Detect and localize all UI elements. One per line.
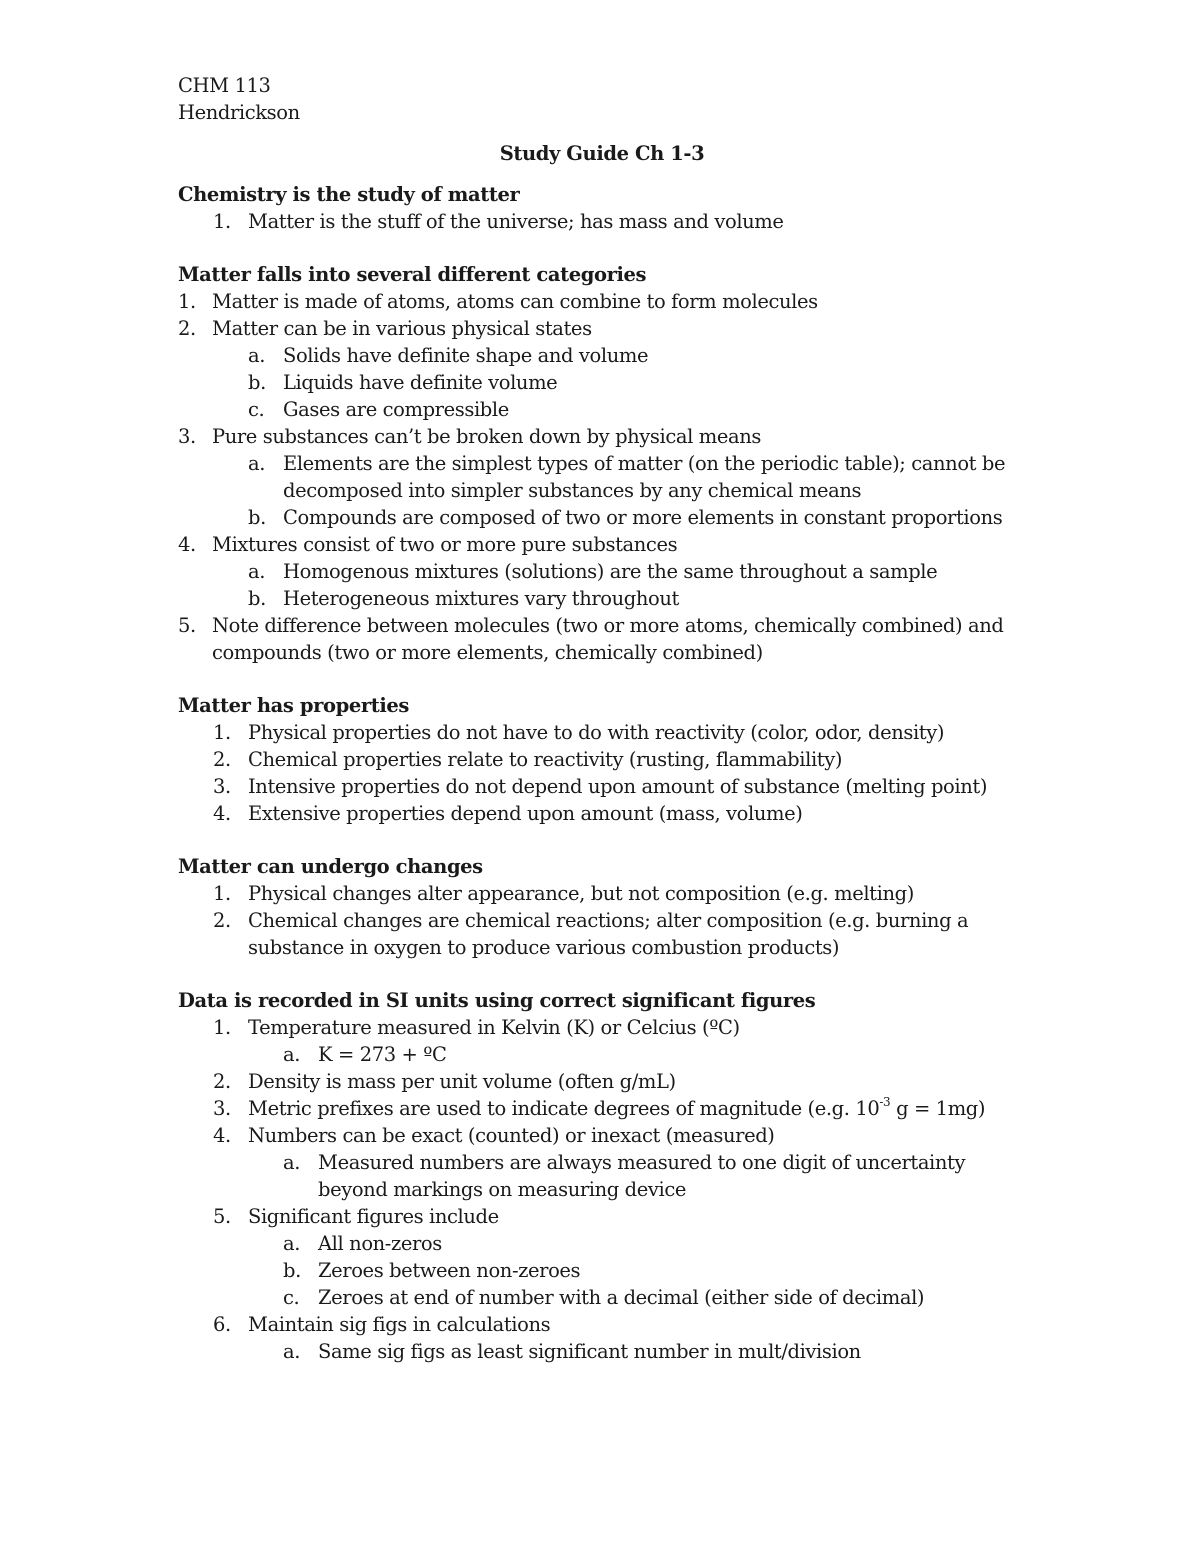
list-number: 4. (213, 1124, 231, 1147)
sub-list-letter: a. (283, 1043, 301, 1066)
sub-list-item-continuation (178, 1176, 1038, 1203)
list-number: 1. (213, 210, 231, 233)
list-number: 2. (213, 748, 231, 771)
list-item-continuation (178, 639, 1038, 666)
sub-list-item (178, 504, 1038, 531)
list-text: Note difference between molecules (two or more atoms, chemically combined) and (212, 614, 1004, 637)
list-item (178, 1122, 1038, 1149)
sub-list-item (178, 1149, 1038, 1176)
sub-list-text: Zeroes between non-zeroes (318, 1259, 581, 1282)
exponent: -3 (879, 1094, 891, 1109)
sub-list-text: Homogenous mixtures (solutions) are the same throughout a sample (283, 560, 938, 583)
list-number: 5. (213, 1205, 231, 1228)
list-item (178, 1203, 1038, 1230)
list-text: Physical properties do not have to do with reactivity (color, odor, density) (248, 721, 945, 744)
sub-list-text: Elements are the simplest types of matter (on the periodic table); cannot be (283, 452, 1006, 475)
section-heading-changes: Matter can undergo changes (178, 855, 483, 878)
list-text: Mixtures consist of two or more pure substances (212, 533, 678, 556)
list-text: Extensive properties depend upon amount (mass, volume) (248, 802, 803, 825)
sub-list-letter: b. (248, 587, 266, 610)
list-number: 2. (213, 1070, 231, 1093)
list-text (248, 1095, 985, 1122)
sub-list-text: All non-zeros (318, 1232, 442, 1255)
list-number: 3. (178, 425, 196, 448)
list-item (178, 423, 1038, 450)
list-item (178, 1311, 1038, 1338)
list-text: compounds (two or more elements, chemically combined) (212, 641, 763, 664)
sub-list-text: Measured numbers are always measured to one digit of uncertainty (318, 1151, 966, 1174)
sub-list-item (178, 558, 1038, 585)
list-item (178, 773, 1038, 800)
sub-list-text: Heterogeneous mixtures vary throughout (283, 587, 679, 610)
sub-list-item-continuation (178, 477, 1038, 504)
section-heading-chemistry: Chemistry is the study of matter (178, 183, 520, 206)
list-text: Matter is the stuff of the universe; has mass and volume (248, 210, 784, 233)
list-number: 3. (213, 775, 231, 798)
sub-list-item (178, 450, 1038, 477)
list-text: Chemical properties relate to reactivity (rusting, flammability) (248, 748, 843, 771)
list-text: Chemical changes are chemical reactions; alter composition (e.g. burning a (248, 909, 969, 932)
sub-list-text: Compounds are composed of two or more elements in constant proportions (283, 506, 1003, 529)
sub-list-letter: b. (248, 371, 266, 394)
list-item (178, 208, 1038, 235)
sub-list-text: Liquids have definite volume (283, 371, 558, 394)
sub-list-letter: a. (283, 1232, 301, 1255)
list-item (178, 612, 1038, 639)
list-number: 2. (213, 909, 231, 932)
list-text: Matter is made of atoms, atoms can combine to form molecules (212, 290, 818, 313)
list-text: Physical changes alter appearance, but not composition (e.g. melting) (248, 882, 914, 905)
list-number: 1. (178, 290, 196, 313)
list-text: Significant figures include (248, 1205, 499, 1228)
list-text: Density is mass per unit volume (often g/mL) (248, 1070, 676, 1093)
sub-list-text: Zeroes at end of number with a decimal (either side of decimal) (318, 1286, 925, 1309)
list-text: Maintain sig figs in calculations (248, 1313, 551, 1336)
list-item (178, 800, 1038, 827)
list-item-continuation (178, 934, 1038, 961)
list-item (178, 1095, 1038, 1122)
sub-list-letter: a. (283, 1340, 301, 1363)
list-number: 6. (213, 1313, 231, 1336)
list-number: 5. (178, 614, 196, 637)
list-item (178, 880, 1038, 907)
list-text: Intensive properties do not depend upon amount of substance (melting point) (248, 775, 988, 798)
list-item (178, 531, 1038, 558)
list-number: 4. (178, 533, 196, 556)
list-number: 1. (213, 1016, 231, 1039)
sub-list-letter: b. (283, 1259, 301, 1282)
list-text-post: g = 1mg) (890, 1097, 986, 1120)
sub-list-letter: c. (248, 398, 265, 421)
sub-list-text: decomposed into simpler substances by any chemical means (283, 479, 862, 502)
document-page (178, 72, 1038, 1365)
sub-list-item (178, 1230, 1038, 1257)
sub-list-item (178, 1284, 1038, 1311)
instructor-name: Hendrickson (178, 101, 300, 124)
list-number: 4. (213, 802, 231, 825)
list-item (178, 1068, 1038, 1095)
sub-list-letter: a. (248, 452, 266, 475)
sub-list-letter: a. (283, 1151, 301, 1174)
section-heading-categories: Matter falls into several different categories (178, 263, 647, 286)
sub-list-letter: a. (248, 344, 266, 367)
list-item (178, 288, 1038, 315)
list-text-pre: Metric prefixes are used to indicate degrees of magnitude (e.g. 10 (248, 1097, 880, 1120)
sub-list-letter: a. (248, 560, 266, 583)
sub-list-text: Same sig figs as least significant number in mult/division (318, 1340, 861, 1363)
list-item (178, 719, 1038, 746)
list-item (178, 1014, 1038, 1041)
sub-list-item (178, 585, 1038, 612)
sub-list-item (178, 1338, 1038, 1365)
sub-list-item (178, 369, 1038, 396)
list-text: Matter can be in various physical states (212, 317, 592, 340)
list-number: 1. (213, 882, 231, 905)
list-item (178, 907, 1038, 934)
list-text: Pure substances can’t be broken down by physical means (212, 425, 761, 448)
list-number: 3. (213, 1097, 231, 1120)
sub-list-item (178, 342, 1038, 369)
course-code: CHM 113 (178, 74, 271, 97)
sub-list-item (178, 396, 1038, 423)
sub-list-item (178, 1041, 1038, 1068)
list-number: 1. (213, 721, 231, 744)
sub-list-letter: b. (248, 506, 266, 529)
sub-list-text: Gases are compressible (283, 398, 509, 421)
sub-list-text: Solids have definite shape and volume (283, 344, 649, 367)
sub-list-text: K = 273 + ºC (318, 1043, 447, 1066)
list-text: Temperature measured in Kelvin (K) or Celcius (ºC) (248, 1016, 740, 1039)
section-heading-properties: Matter has properties (178, 694, 409, 717)
list-number: 2. (178, 317, 196, 340)
sub-list-item (178, 1257, 1038, 1284)
sub-list-text: beyond markings on measuring device (318, 1178, 687, 1201)
section-heading-si-units: Data is recorded in SI units using correct significant figures (178, 989, 816, 1012)
list-item (178, 315, 1038, 342)
sub-list-letter: c. (283, 1286, 300, 1309)
list-item (178, 746, 1038, 773)
page-title: Study Guide Ch 1-3 (499, 142, 705, 165)
list-text: Numbers can be exact (counted) or inexact (measured) (248, 1124, 775, 1147)
list-text: substance in oxygen to produce various combustion products) (248, 936, 840, 959)
